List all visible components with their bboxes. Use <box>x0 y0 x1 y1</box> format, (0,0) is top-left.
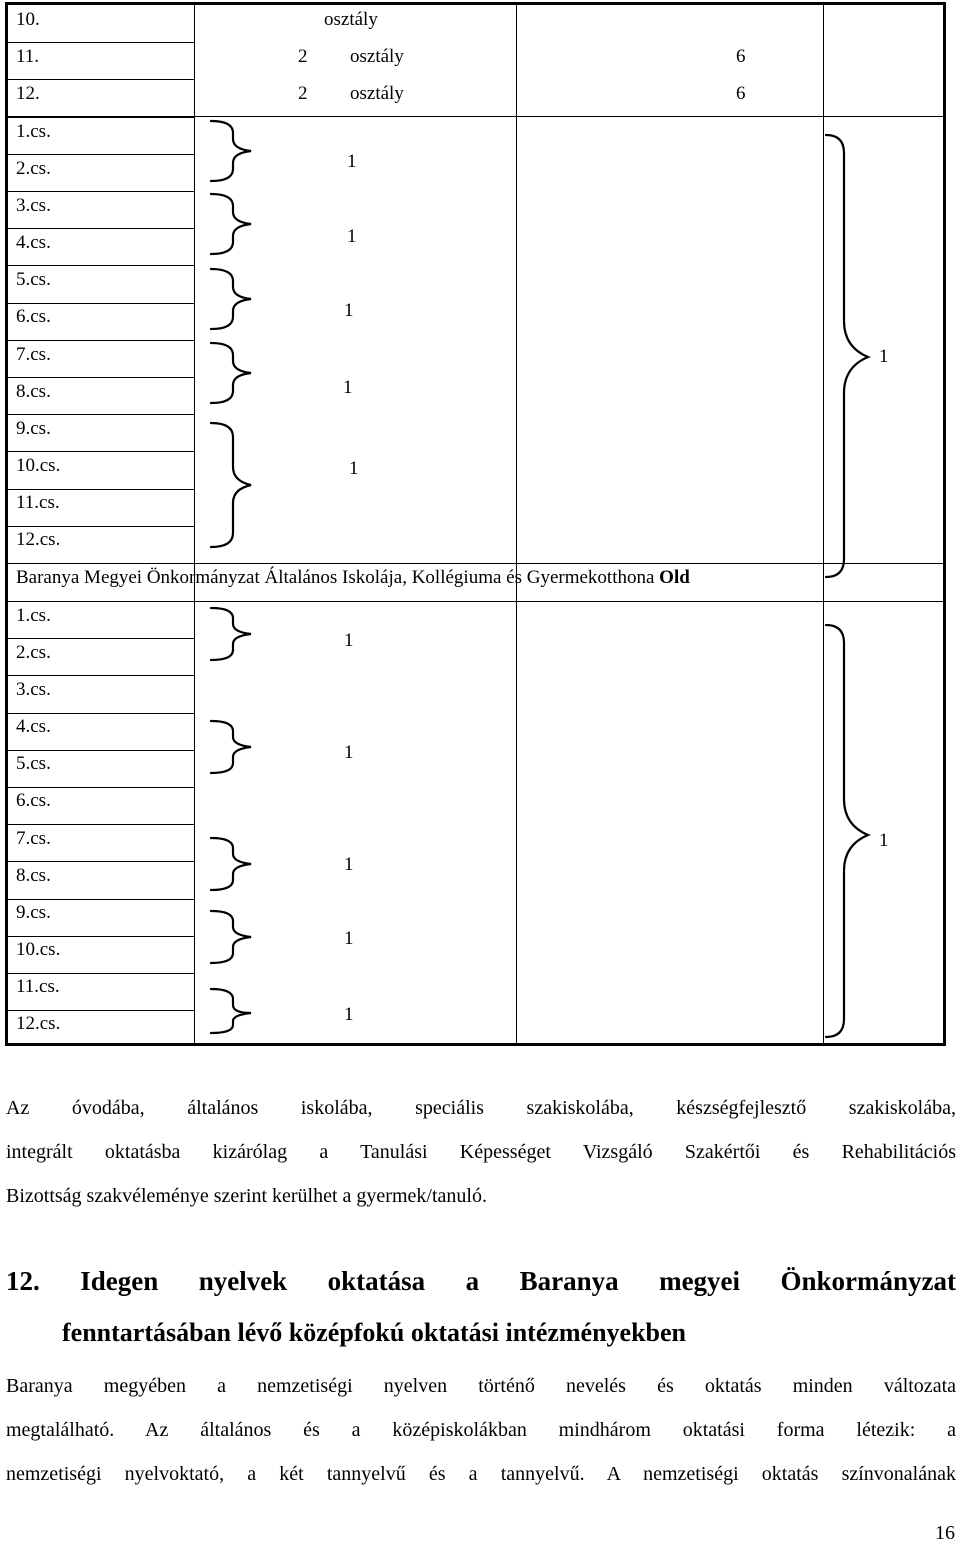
paragraph-line: nemzetiségi nyelvoktató, a két tannyelvű és a tannyelvű. A nemzetiségi oktatás színvonalának <box>6 1463 956 1485</box>
group1-brace-value: 1 <box>349 458 359 479</box>
group2-total: 1 <box>879 830 889 851</box>
row-class: osztály <box>350 46 404 67</box>
group1-row: 1.cs. <box>16 121 51 142</box>
brace-icon <box>211 121 251 181</box>
section-heading-line2: fenntartásában lévő középfokú oktatási intézményekben <box>62 1318 687 1347</box>
brace-icon <box>211 269 251 329</box>
group2-row: 10.cs. <box>16 939 61 960</box>
row-count: 2 <box>298 83 308 104</box>
group1-brace-value: 1 <box>344 300 354 321</box>
brace-icon <box>211 721 251 773</box>
group1-brace-value: 1 <box>347 226 357 247</box>
row-class: osztály <box>350 83 404 104</box>
group1-row: 12.cs. <box>16 529 61 550</box>
group2-row: 3.cs. <box>16 679 51 700</box>
section-heading: 12. Idegen nyelvek oktatása a Baranya megyei Önkormányzat <box>6 1266 956 1296</box>
group1-brace-value: 1 <box>343 377 353 398</box>
group2-row: 7.cs. <box>16 828 51 849</box>
brace-graphics <box>8 5 943 1043</box>
group1-row: 3.cs. <box>16 195 51 216</box>
paragraph-line: Bizottság szakvéleménye szerint kerülhet a gyermek/tanuló. <box>6 1185 487 1207</box>
group1-row: 10.cs. <box>16 455 61 476</box>
group2-brace-value: 1 <box>344 1004 354 1025</box>
brace-icon <box>211 343 251 403</box>
group2-brace-value: 1 <box>344 928 354 949</box>
row-label: 12. <box>16 83 40 104</box>
group2-row: 4.cs. <box>16 716 51 737</box>
row-value: 6 <box>736 83 746 104</box>
row-class: osztály <box>324 9 378 30</box>
group2-row: 5.cs. <box>16 753 51 774</box>
group2-brace-value: 1 <box>344 630 354 651</box>
row-label: 11. <box>16 46 40 67</box>
section-title: Baranya Megyei Önkormányzat Általános Iskolája, Kollégiuma és Gyermekotthona Old <box>16 567 690 588</box>
group1-row: 8.cs. <box>16 381 51 402</box>
page-number: 16 <box>935 1522 955 1544</box>
group2-row: 9.cs. <box>16 902 51 923</box>
brace-icon <box>211 423 251 547</box>
row-label: 10. <box>16 9 40 30</box>
paragraph-1 <box>6 1086 956 1218</box>
group1-row: 11.cs. <box>16 492 60 513</box>
group1-row: 7.cs. <box>16 344 51 365</box>
paragraph-line: integrált oktatásba kizárólag a Tanulási Képességet Vizsgáló Szakértői és Rehabilitációs <box>6 1141 956 1163</box>
group2-row: 8.cs. <box>16 865 51 886</box>
brace-icon <box>211 989 251 1033</box>
brace-icon <box>826 135 868 577</box>
row-count: 2 <box>298 46 308 67</box>
group1-row: 9.cs. <box>16 418 51 439</box>
group1-row: 4.cs. <box>16 232 51 253</box>
brace-icon <box>211 911 251 963</box>
brace-icon <box>211 608 251 660</box>
brace-icon <box>826 625 868 1037</box>
group2-brace-value: 1 <box>344 854 354 875</box>
paragraph-2 <box>6 1364 956 1496</box>
school-table <box>5 2 946 1046</box>
group2-row: 6.cs. <box>16 790 51 811</box>
brace-icon <box>211 838 251 890</box>
row-value: 6 <box>736 46 746 67</box>
group1-row: 5.cs. <box>16 269 51 290</box>
group2-row: 12.cs. <box>16 1013 61 1034</box>
group1-row: 2.cs. <box>16 158 51 179</box>
group2-brace-value: 1 <box>344 742 354 763</box>
group2-row: 1.cs. <box>16 605 51 626</box>
paragraph-line: Baranya megyében a nemzetiségi nyelven történő nevelés és oktatás minden változata <box>6 1375 956 1397</box>
group2-row: 11.cs. <box>16 976 60 997</box>
group1-row: 6.cs. <box>16 306 51 327</box>
paragraph-line: Az óvodába, általános iskolába, speciális szakiskolába, készségfejlesztő szakiskolába, <box>6 1097 956 1119</box>
brace-icon <box>211 194 251 254</box>
group2-row: 2.cs. <box>16 642 51 663</box>
paragraph-line: megtalálható. Az általános és a középiskolákban mindhárom oktatási forma létezik: a <box>6 1419 956 1441</box>
group1-total: 1 <box>879 346 889 367</box>
group1-brace-value: 1 <box>347 151 357 172</box>
